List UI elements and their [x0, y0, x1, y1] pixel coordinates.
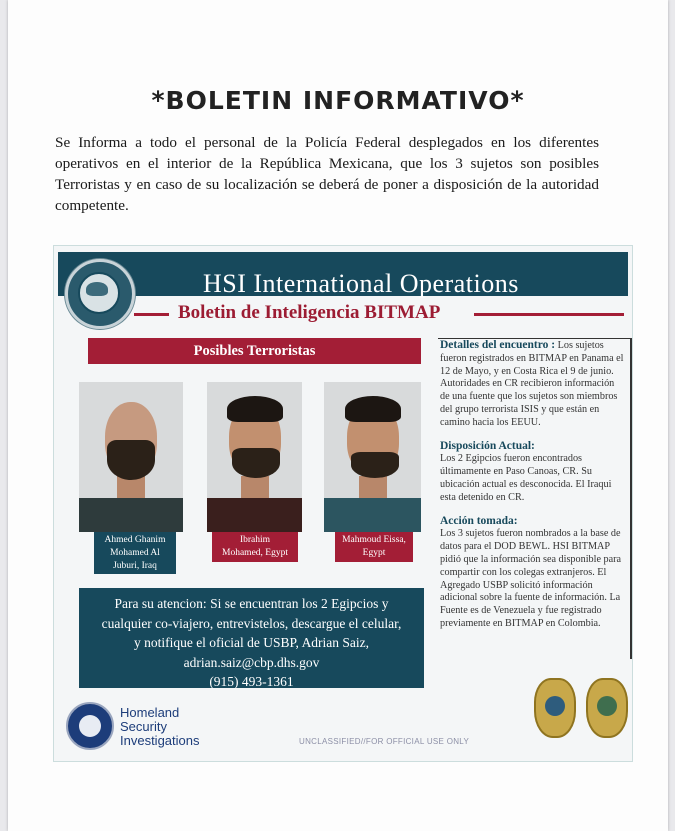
subject-name-label: Ahmed Ghanim Mohamed Al Juburi, Iraq — [94, 532, 176, 574]
encounter-details — [440, 339, 630, 430]
hsi-logo — [66, 702, 266, 752]
status-heading: Disposición Actual: — [440, 439, 535, 452]
encounter-heading: Detalles del encuentro : — [440, 339, 556, 351]
intelligence-flyer — [53, 245, 633, 762]
details-panel — [438, 338, 632, 659]
attention-line: cualquier co-viajero, entrevistelos, descargue el celular, — [101, 615, 402, 631]
hsi-seal-icon — [65, 259, 135, 329]
action-heading: Acción tomada: — [440, 514, 518, 527]
bulletin-subtitle: Boletin de Inteligencia BITMAP — [178, 302, 441, 323]
document-page — [8, 0, 668, 831]
subject-photo — [207, 382, 302, 532]
subject-name-label: Ibrahim Mohamed, Egypt — [212, 532, 298, 562]
header-title: HSI International Operations — [203, 269, 519, 298]
action-details — [440, 515, 630, 631]
attention-line: Para su atencion: Si se encuentran los 2 Egipcios y — [114, 596, 389, 611]
divider-line — [474, 313, 624, 316]
divider-line — [134, 313, 169, 316]
status-text: Los 2 Egipcios fueron encontrados últimamente en Paso Canoas, CR. Su ubicación actual es desconocida. El Iraqui esta detenido en CR. — [440, 453, 612, 503]
badge-icon — [586, 678, 628, 738]
subject-name-label: Mahmoud Eissa, Egypt — [335, 532, 413, 562]
contact-email: adrian.saiz@cbp.dhs.gov — [183, 654, 320, 670]
subject-photo — [324, 382, 421, 532]
badge-icon — [534, 678, 576, 738]
document-title: *BOLETIN INFORMATIVO* — [151, 86, 525, 115]
encounter-text: Los sujetos fueron registrados en BITMAP en Panama el 12 de Mayo, y en Costa Rica el 9 de junio. Autoridades en CR recibieron información de una fuente que los sujetos son miembros del grupo terrorista ISIS y que están en camino hacia los EEUU. — [440, 340, 624, 428]
attention-line: y notifique el oficial de USBP, Adrian Saiz, — [133, 635, 370, 650]
contact-phone: (915) 493-1361 — [209, 674, 294, 689]
intro-paragraph: Se Informa a todo el personal de la Policía Federal desplegados en los diferentes operativos en el interior de la República Mexicana, que los 3 sujetos son posibles Terroristas y en caso de su localización se deberá de poner a disposición de la autoridad competente. — [55, 134, 599, 214]
dhs-seal-icon — [66, 702, 114, 750]
classification-marking: UNCLASSIFIED//FOR OFFICIAL USE ONLY — [299, 737, 470, 746]
agency-name: Homeland Security Investigations — [120, 705, 200, 748]
section-label: Posibles Terroristas — [88, 338, 421, 364]
status-details — [440, 440, 630, 505]
attention-box — [79, 588, 424, 688]
header-banner — [58, 252, 628, 296]
subject-photo — [79, 382, 183, 532]
action-text: Los 3 sujetos fueron nombrados a la base de datos para el DOD BEWL. HSI BITMAP pidió que la información sea disponible para compartir con los colegas extranjeros. El Agregado USBP solicitó información adicional sobre la fuente de información. La Fuente es de Venezuela y fue registrado previamente en BITMAP en Colombia. — [440, 528, 622, 629]
